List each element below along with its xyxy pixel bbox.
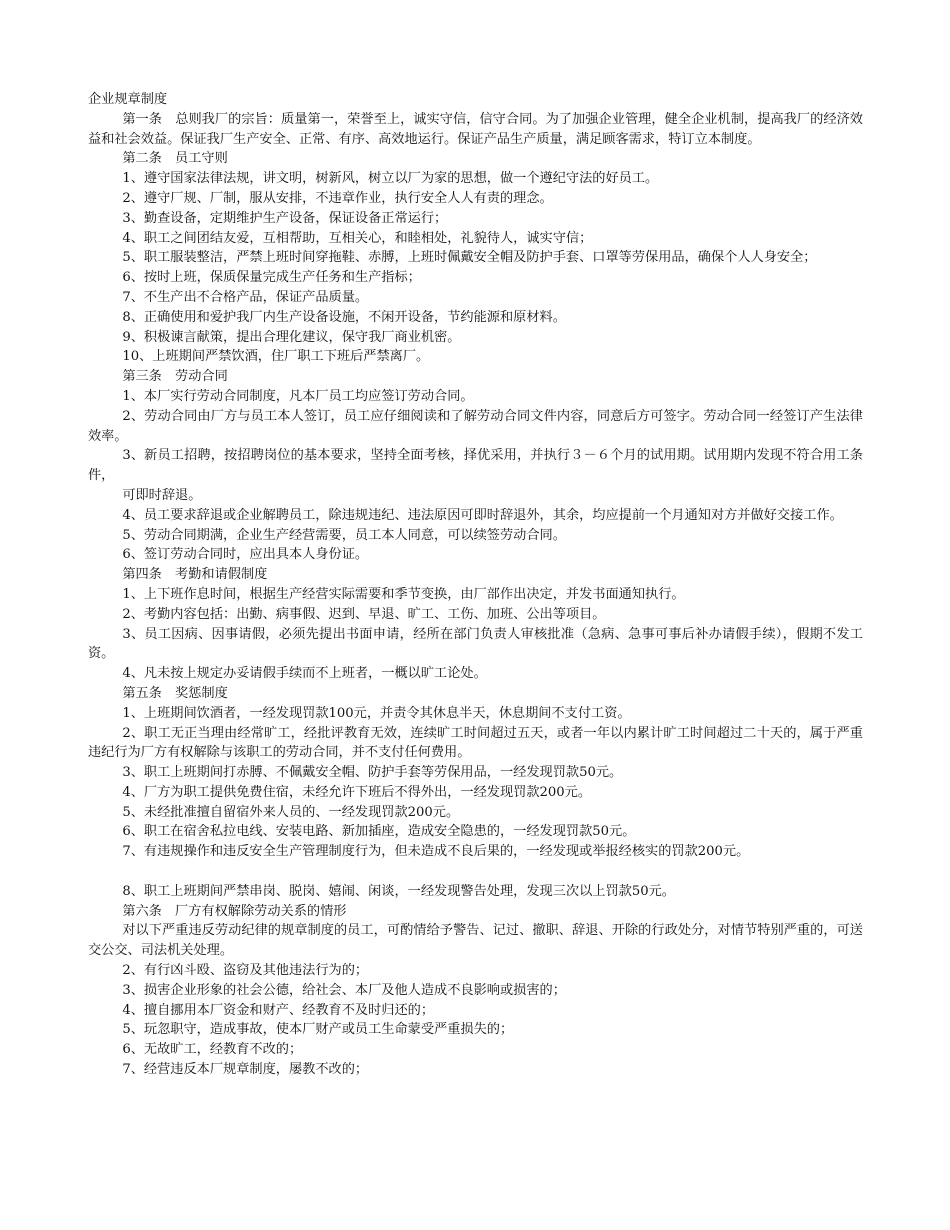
article-5-heading: 第五条 奖惩制度 xyxy=(122,685,228,701)
list-item: 3、职工上班期间打赤膊、不佩戴安全帽、防护手套等劳保用品，一经发现罚款50元。 xyxy=(122,765,623,781)
list-item: 2、遵守厂规、厂制，服从安排，不违章作业，执行安全人人有责的理念。 xyxy=(122,190,553,206)
list-item: 对以下严重违反劳动纪律的规章制度的员工，可酌情给予警告、记过、撤职、辞退、开除的行政处分，对情节特别严重的，可送交公交、司法机关处理。 xyxy=(88,923,863,959)
article-3-heading: 第三条 劳动合同 xyxy=(122,369,228,385)
list-item: 9、积极谏言献策，提出合理化建议，保守我厂商业机密。 xyxy=(122,329,461,345)
list-item: 3、新员工招聘，按招聘岗位的基本要求，坚持全面考核，择优采用，并执行３－６个月的试用期。试用期内发现不符合用工条件， xyxy=(88,448,863,484)
list-item: 1、上下班作息时间，根据生产经营实际需要和季节变换，由厂部作出决定，并发书面通知执行。 xyxy=(122,586,685,602)
list-item: 5、未经批准擅自留宿外来人员的、一经发现罚款200元。 xyxy=(122,804,460,820)
list-item: 10、上班期间严禁饮酒，住厂职工下班后严禁离厂。 xyxy=(122,349,430,365)
list-item: 5、职工服装整洁，严禁上班时间穿拖鞋、赤膊，上班时佩戴安全帽及防护手套、口罩等劳保用品，确保个人人身安全； xyxy=(122,250,817,266)
article-6-heading: 第六条 厂方有权解除劳动关系的情形 xyxy=(122,903,347,919)
list-item: 3、员工因病、因事请假，必须先提出书面申请，经所在部门负责人审核批准（急病、急事可事后补办请假手续），假期不发工资。 xyxy=(88,626,863,662)
list-item: 6、无故旷工，经教育不改的； xyxy=(122,1042,303,1058)
article-2-heading: 第二条 员工守则 xyxy=(122,151,228,167)
article-4-heading: 第四条 考勤和请假制度 xyxy=(122,567,268,583)
list-item: 7、不生产出不合格产品，保证产品质量。 xyxy=(122,289,369,305)
list-item: 6、按时上班，保质保量完成生产任务和生产指标； xyxy=(122,270,421,286)
document-body xyxy=(88,90,863,1080)
list-item: 8、正确使用和爱护我厂内生产设备设施，不闲开设备，节约能源和原材料。 xyxy=(122,309,566,325)
list-item: 4、员工要求辞退或企业解聘员工，除违规违纪、违法原因可即时辞退外，其余，均应提前一个月通知对方并做好交接工作。 xyxy=(122,507,843,523)
list-item: 1、本厂实行劳动合同制度，凡本厂员工均应签订劳动合同。 xyxy=(122,388,474,404)
list-item: 4、职工之间团结友爱，互相帮助，互相关心，和睦相处，礼貌待人，诚实守信； xyxy=(122,230,593,246)
list-item: 1、遵守国家法律法规，讲文明，树新风，树立以厂为家的思想，做一个遵纪守法的好员工。 xyxy=(122,171,659,187)
list-item: 7、经营违反本厂规章制度，屡教不改的； xyxy=(122,1062,369,1078)
list-item: 2、有行凶斗殴、盗窃及其他违法行为的； xyxy=(122,963,369,979)
list-item: 5、劳动合同期满，企业生产经营需要，员工本人同意，可以续签劳动合同。 xyxy=(122,527,566,543)
document-title: 企业规章制度 xyxy=(88,92,168,107)
blank-line xyxy=(88,862,863,882)
list-item: 4、凡未按上规定办妥请假手续而不上班者，一概以旷工论处。 xyxy=(122,666,487,682)
list-item: 3、损害企业形象的社会公德，给社会、本厂及他人造成不良影响或损害的； xyxy=(122,982,566,998)
article-1-general: 第一条 总则我厂的宗旨：质量第一，荣誉至上，诚实守信，信守合同。为了加强企业管理，健全企业机制，提高我厂的经济效益和社会效益。保证我厂生产安全、正常、有序、高效地运行。保证产品生产质量，满足顾客需求，特订立本制度。 xyxy=(88,111,863,147)
list-item: 3、勤查设备，定期维护生产设备，保证设备正常运行； xyxy=(122,210,448,226)
list-item: 6、签订劳动合同时，应出具本人身份证。 xyxy=(122,547,369,563)
list-item: 8、职工上班期间严禁串岗、脱岗、嬉闹、闲谈，一经发现警告处理，发现三次以上罚款50元。 xyxy=(122,883,675,899)
list-item: 1、上班期间饮酒者，一经发现罚款100元，并责令其休息半天，休息期间不支付工资。 xyxy=(122,705,631,721)
list-item: 4、擅自挪用本厂资金和财产、经教育不及时归还的； xyxy=(122,1002,435,1018)
list-item: 2、劳动合同由厂方与员工本人签订，员工应仔细阅读和了解劳动合同文件内容，同意后方可签字。劳动合同一经签订产生法律效率。 xyxy=(88,408,863,444)
list-item-continuation: 可即时辞退。 xyxy=(122,487,202,503)
list-item: 2、考勤内容包括：出勤、病事假、迟到、早退、旷工、工伤、加班、公出等项目。 xyxy=(122,606,606,622)
list-item: 4、厂方为职工提供免费住宿，未经允许下班后不得外出，一经发现罚款200元。 xyxy=(122,784,592,800)
list-item: 2、职工无正当理由经常旷工，经批评教育无效，连续旷工时间超过五天，或者一年以内累计旷工时间超过二十天的，属于严重违纪行为厂方有权解除与该职工的劳动合同，并不支付任何费用。 xyxy=(88,725,863,761)
list-item: 5、玩忽职守，造成事故，使本厂财产或员工生命蒙受严重损失的； xyxy=(122,1022,514,1038)
list-item: 6、职工在宿舍私拉电线、安装电路、新加插座，造成安全隐患的，一经发现罚款50元。 xyxy=(122,824,636,840)
list-item: 7、有违规操作和违反安全生产管理制度行为，但未造成不良后果的，一经发现或举报经核实的罚款200元。 xyxy=(122,844,750,860)
